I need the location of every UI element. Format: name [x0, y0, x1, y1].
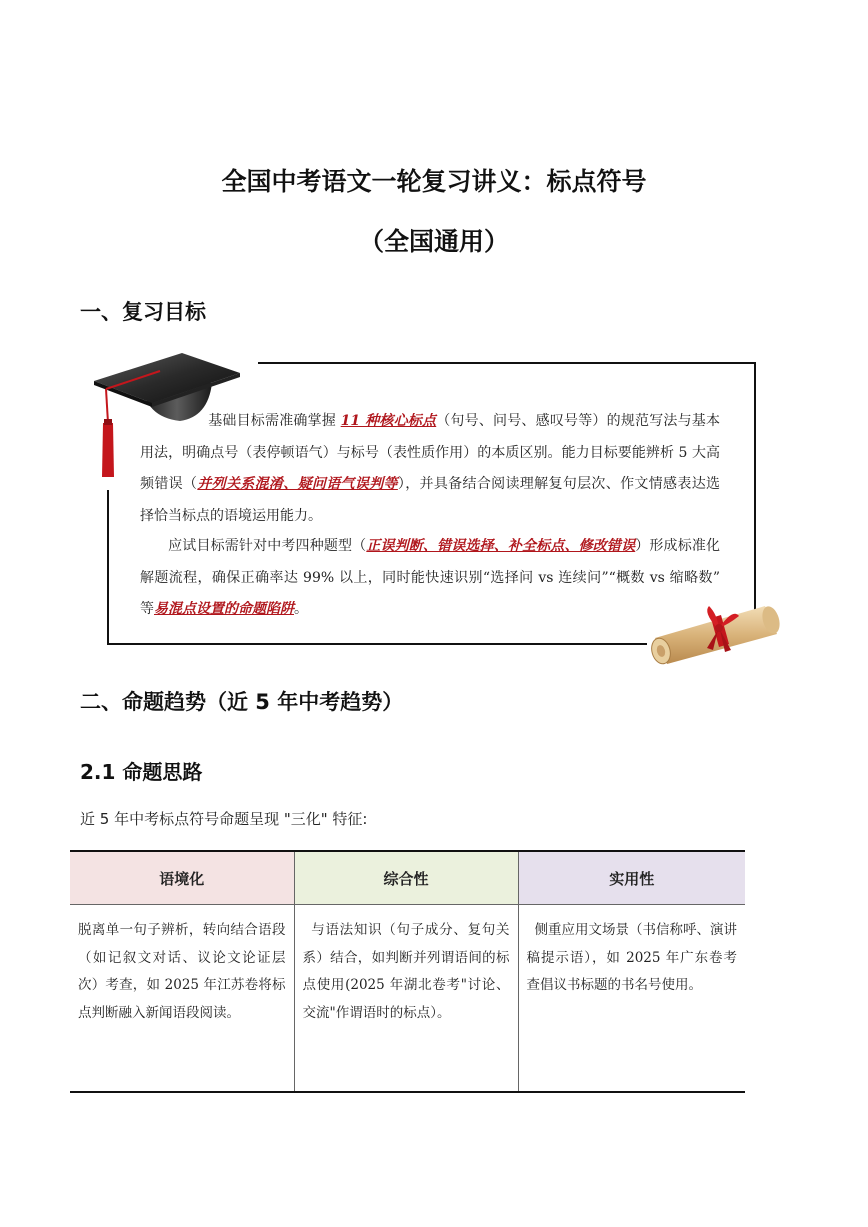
- table-header-practical: 实用性: [518, 851, 745, 905]
- document-subtitle: （全国通用）: [358, 227, 509, 256]
- para2-text-e: 。: [294, 601, 308, 617]
- highlight-core-punctuation: 11 种核心标点: [340, 413, 437, 429]
- trends-intro-text: 近 5 年中考标点符号命题呈现 "三化" 特征:: [80, 810, 368, 828]
- document-title: 全国中考语文一轮复习讲义：标点符号: [221, 167, 647, 196]
- para2-text-a: 应试目标需针对中考四种题型（: [168, 538, 367, 554]
- section-heading-objectives: 一、复习目标: [80, 300, 206, 324]
- table-header-comprehensive: 综合性: [294, 851, 518, 905]
- objectives-frame-top: [258, 362, 756, 364]
- diploma-scroll-icon: [645, 598, 785, 668]
- highlight-common-errors: 并列关系混淆、疑问语气误判等: [197, 476, 398, 492]
- table-row: [70, 905, 745, 1093]
- table-cell-practical: [518, 905, 745, 1093]
- highlight-question-types: 正误判断、错误选择、补全标点、修改错误: [366, 538, 636, 554]
- objectives-frame-right: [754, 362, 756, 620]
- table-cell-practical-text: 侧重应用文场景（书信称呼、演讲稿提示语），如 2025 年广东卷考查倡议书标题的书名号使用。: [526, 922, 737, 993]
- para1-text-a: 基础目标需准确掌握: [208, 413, 336, 429]
- objectives-frame-bottom: [107, 643, 647, 645]
- subsection-heading-approach: 2.1 命题思路: [80, 760, 203, 784]
- para2-text-c: ）形成标准化解题流程，确保正确率达 99% 以上，同时能快速识别“选择问 vs 连续问”“概数 vs 缩略数” 等: [140, 538, 721, 617]
- objectives-paragraph-exam: [140, 531, 720, 626]
- table-cell-comprehensive: [294, 905, 518, 1093]
- table-cell-contextual: 脱离单一句子辨析，转向结合语段（如记叙文对话、议论文论证层次）考查，如 2025 年江苏卷将标点判断融入新闻语段阅读。: [70, 905, 294, 1093]
- objectives-frame-left: [107, 490, 109, 645]
- table-cell-comprehensive-text: 与语法知识（句子成分、复句关系）结合，如判断并列谓语间的标点使用(2025 年湖北卷考"讨论、交流"作谓语时的标点）。: [302, 922, 510, 1021]
- table-header-contextual: 语境化: [70, 851, 294, 905]
- objectives-paragraph-basic: [140, 406, 720, 532]
- para1-text-e: ），并具备结合阅读理解复句层次、作文情感表达选择恰当标点的语境运用能力。: [140, 476, 721, 524]
- para1-text-c: （句号、问号、感叹号等）的规范写法与基本用法，明确点号（表停顿语气）与标号（表性质作用）的本质区别。能力目标要能辨析 5 大高频错误（: [140, 413, 721, 492]
- section-heading-trends: 二、命题趋势（近 5 年中考趋势）: [80, 690, 404, 714]
- table-header-row: [70, 851, 745, 905]
- trends-table: [70, 850, 745, 1093]
- highlight-exam-traps: 易混点设置的命题陷阱: [154, 601, 294, 617]
